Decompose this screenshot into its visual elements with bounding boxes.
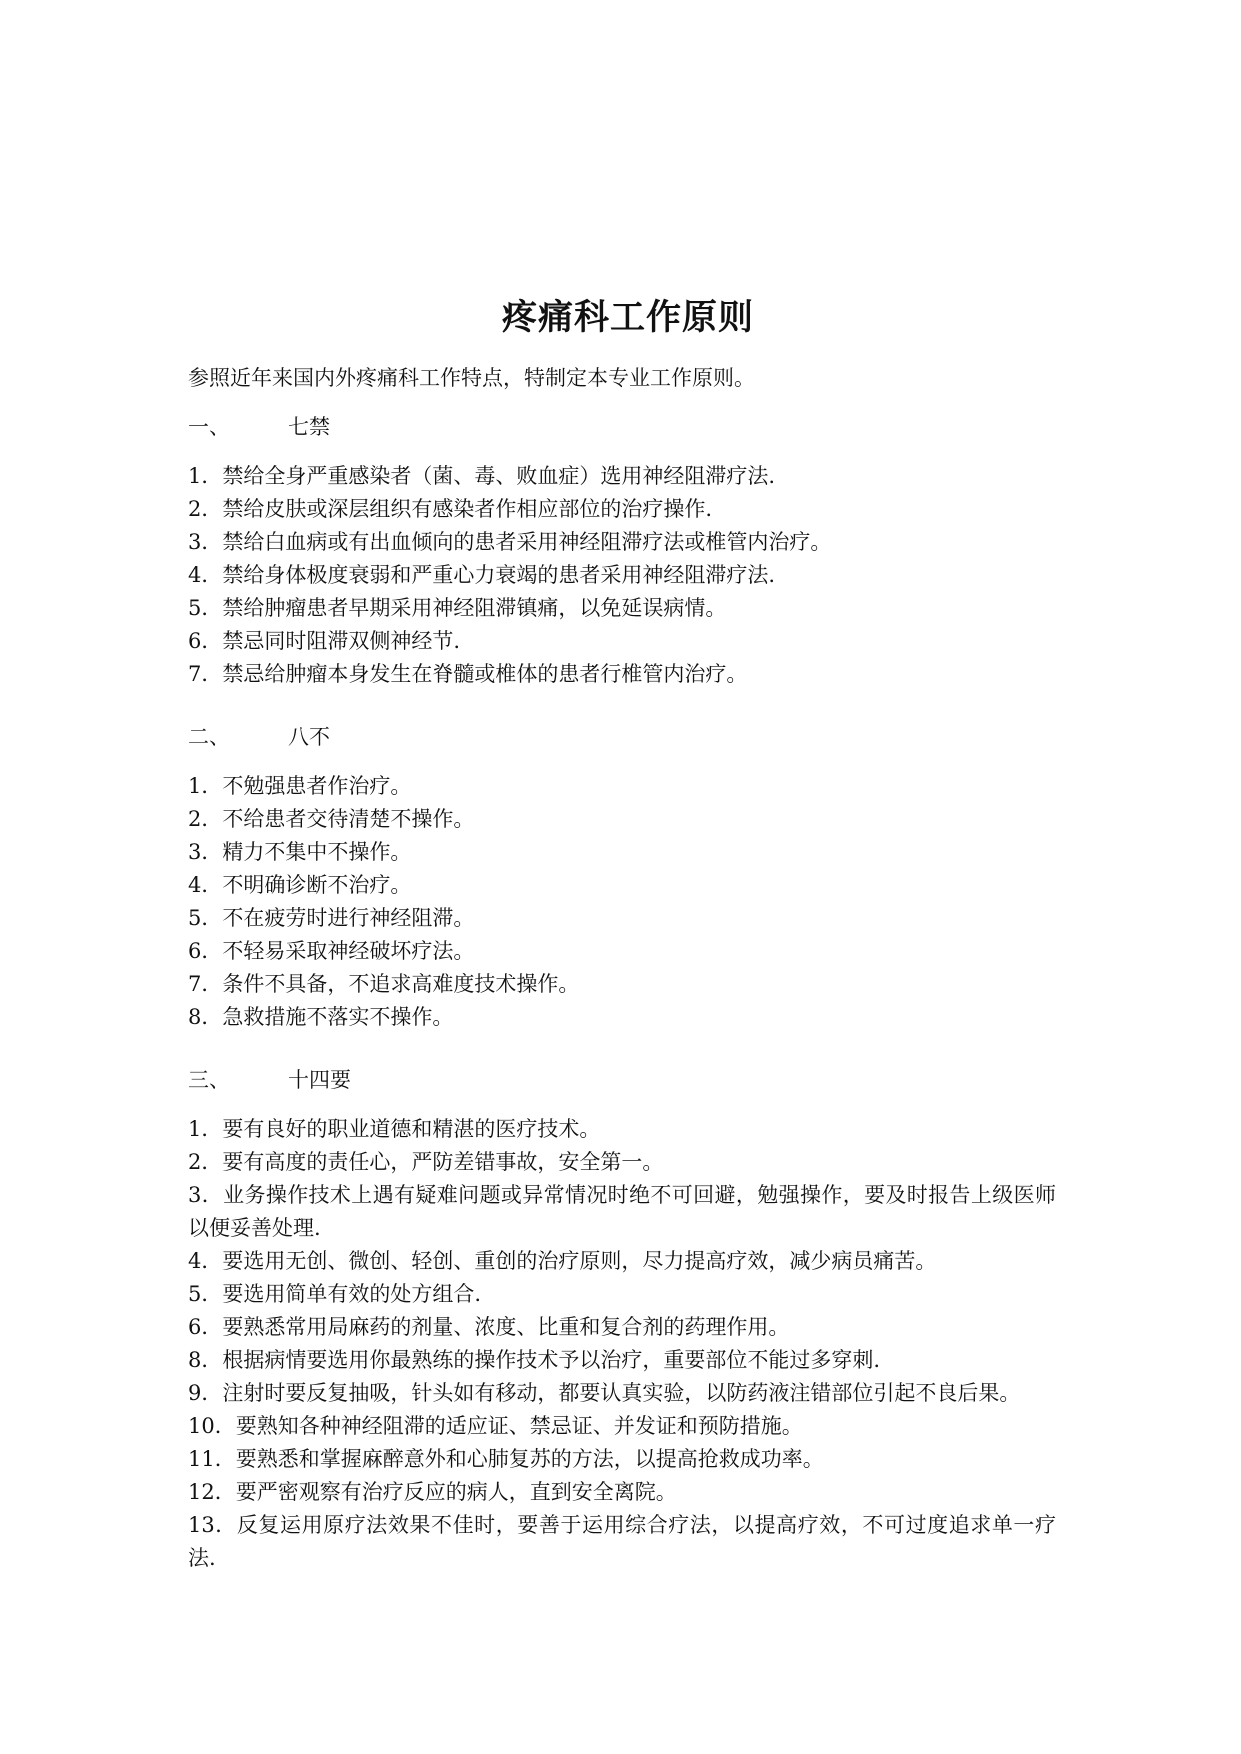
section-fourteen-musts <box>188 1064 1056 1575</box>
list-item: 8．急救措施不落实不操作。 <box>188 1005 454 1029</box>
section-eight-donts <box>188 721 1056 1034</box>
section-seven-prohibitions <box>188 411 1056 691</box>
list-item: 10．要熟知各种神经阻滞的适应证、禁忌证、并发证和预防措施。 <box>188 1414 803 1438</box>
list-item: 4．不明确诊断不治疗。 <box>188 873 412 897</box>
list-item: 5．不在疲劳时进行神经阻滞。 <box>188 906 475 930</box>
section-spacer <box>188 1034 1056 1064</box>
page-title: 疼痛科工作原则 <box>501 298 754 338</box>
list-item: 1．要有良好的职业道德和精湛的医疗技术。 <box>188 1117 601 1141</box>
list-item: 7．条件不具备，不追求高难度技术操作。 <box>188 972 580 996</box>
section-spacer <box>188 691 1056 721</box>
list-item: 2．不给患者交待清楚不操作。 <box>188 807 475 831</box>
intro-paragraph: 参照近年来国内外疼痛科工作特点，特制定本专业工作原则。 <box>188 366 755 390</box>
list-item: 4．禁给身体极度衰弱和严重心力衰竭的患者采用神经阻滞疗法. <box>188 563 776 587</box>
document-page <box>188 290 1056 1575</box>
list-item: 5．要选用简单有效的处方组合. <box>188 1282 482 1306</box>
list-item: 6．禁忌同时阻滞双侧神经节. <box>188 629 461 653</box>
section-heading <box>188 1064 1056 1097</box>
section-number: 二、 <box>188 725 230 749</box>
list-item: 1．不勉强患者作治疗。 <box>188 774 412 798</box>
list-item: 12．要严密观察有治疗反应的病人，直到安全离院。 <box>188 1480 677 1504</box>
list-item: 3．禁给白血病或有出血倾向的患者采用神经阻滞疗法或椎管内治疗。 <box>188 530 832 554</box>
list-item: 3．精力不集中不操作。 <box>188 840 412 864</box>
list-item: 9．注射时要反复抽吸，针头如有移动，都要认真实验，以防药液注错部位引起不良后果。 <box>188 1381 1021 1405</box>
section-title: 十四要 <box>288 1068 351 1092</box>
list-item: 6．要熟悉常用局麻药的剂量、浓度、比重和复合剂的药理作用。 <box>188 1315 790 1339</box>
rule-list <box>188 460 1056 691</box>
rule-list <box>188 1113 1056 1575</box>
section-title: 七禁 <box>288 415 330 439</box>
section-title: 八不 <box>288 725 330 749</box>
list-item: 13．反复运用原疗法效果不佳时，要善于运用综合疗法，以提高疗效，不可过度追求单一疗法. <box>188 1513 1056 1570</box>
list-item: 7．禁忌给肿瘤本身发生在脊髓或椎体的患者行椎管内治疗。 <box>188 662 748 686</box>
section-heading <box>188 721 1056 754</box>
list-item: 5．禁给肿瘤患者早期采用神经阻滞镇痛，以免延误病情。 <box>188 596 727 620</box>
list-item: 2．禁给皮肤或深层组织有感染者作相应部位的治疗操作. <box>188 497 713 521</box>
list-item: 3．业务操作技术上遇有疑难问题或异常情况时绝不可回避，勉强操作，要及时报告上级医师以便妥善处理. <box>188 1183 1056 1240</box>
list-item: 11．要熟悉和掌握麻醉意外和心肺复苏的方法，以提高抢救成功率。 <box>188 1447 824 1471</box>
list-item: 2．要有高度的责任心，严防差错事故，安全第一。 <box>188 1150 664 1174</box>
list-item: 6．不轻易采取神经破坏疗法。 <box>188 939 475 963</box>
list-item: 4．要选用无创、微创、轻创、重创的治疗原则，尽力提高疗效，减少病员痛苦。 <box>188 1249 937 1273</box>
rule-list <box>188 770 1056 1034</box>
section-heading <box>188 411 1056 444</box>
section-number: 一、 <box>188 415 230 439</box>
list-item: 8．根据病情要选用你最熟练的操作技术予以治疗，重要部位不能过多穿刺. <box>188 1348 881 1372</box>
list-item: 1．禁给全身严重感染者（菌、毒、败血症）选用神经阻滞疗法. <box>188 464 776 488</box>
section-number: 三、 <box>188 1068 230 1092</box>
